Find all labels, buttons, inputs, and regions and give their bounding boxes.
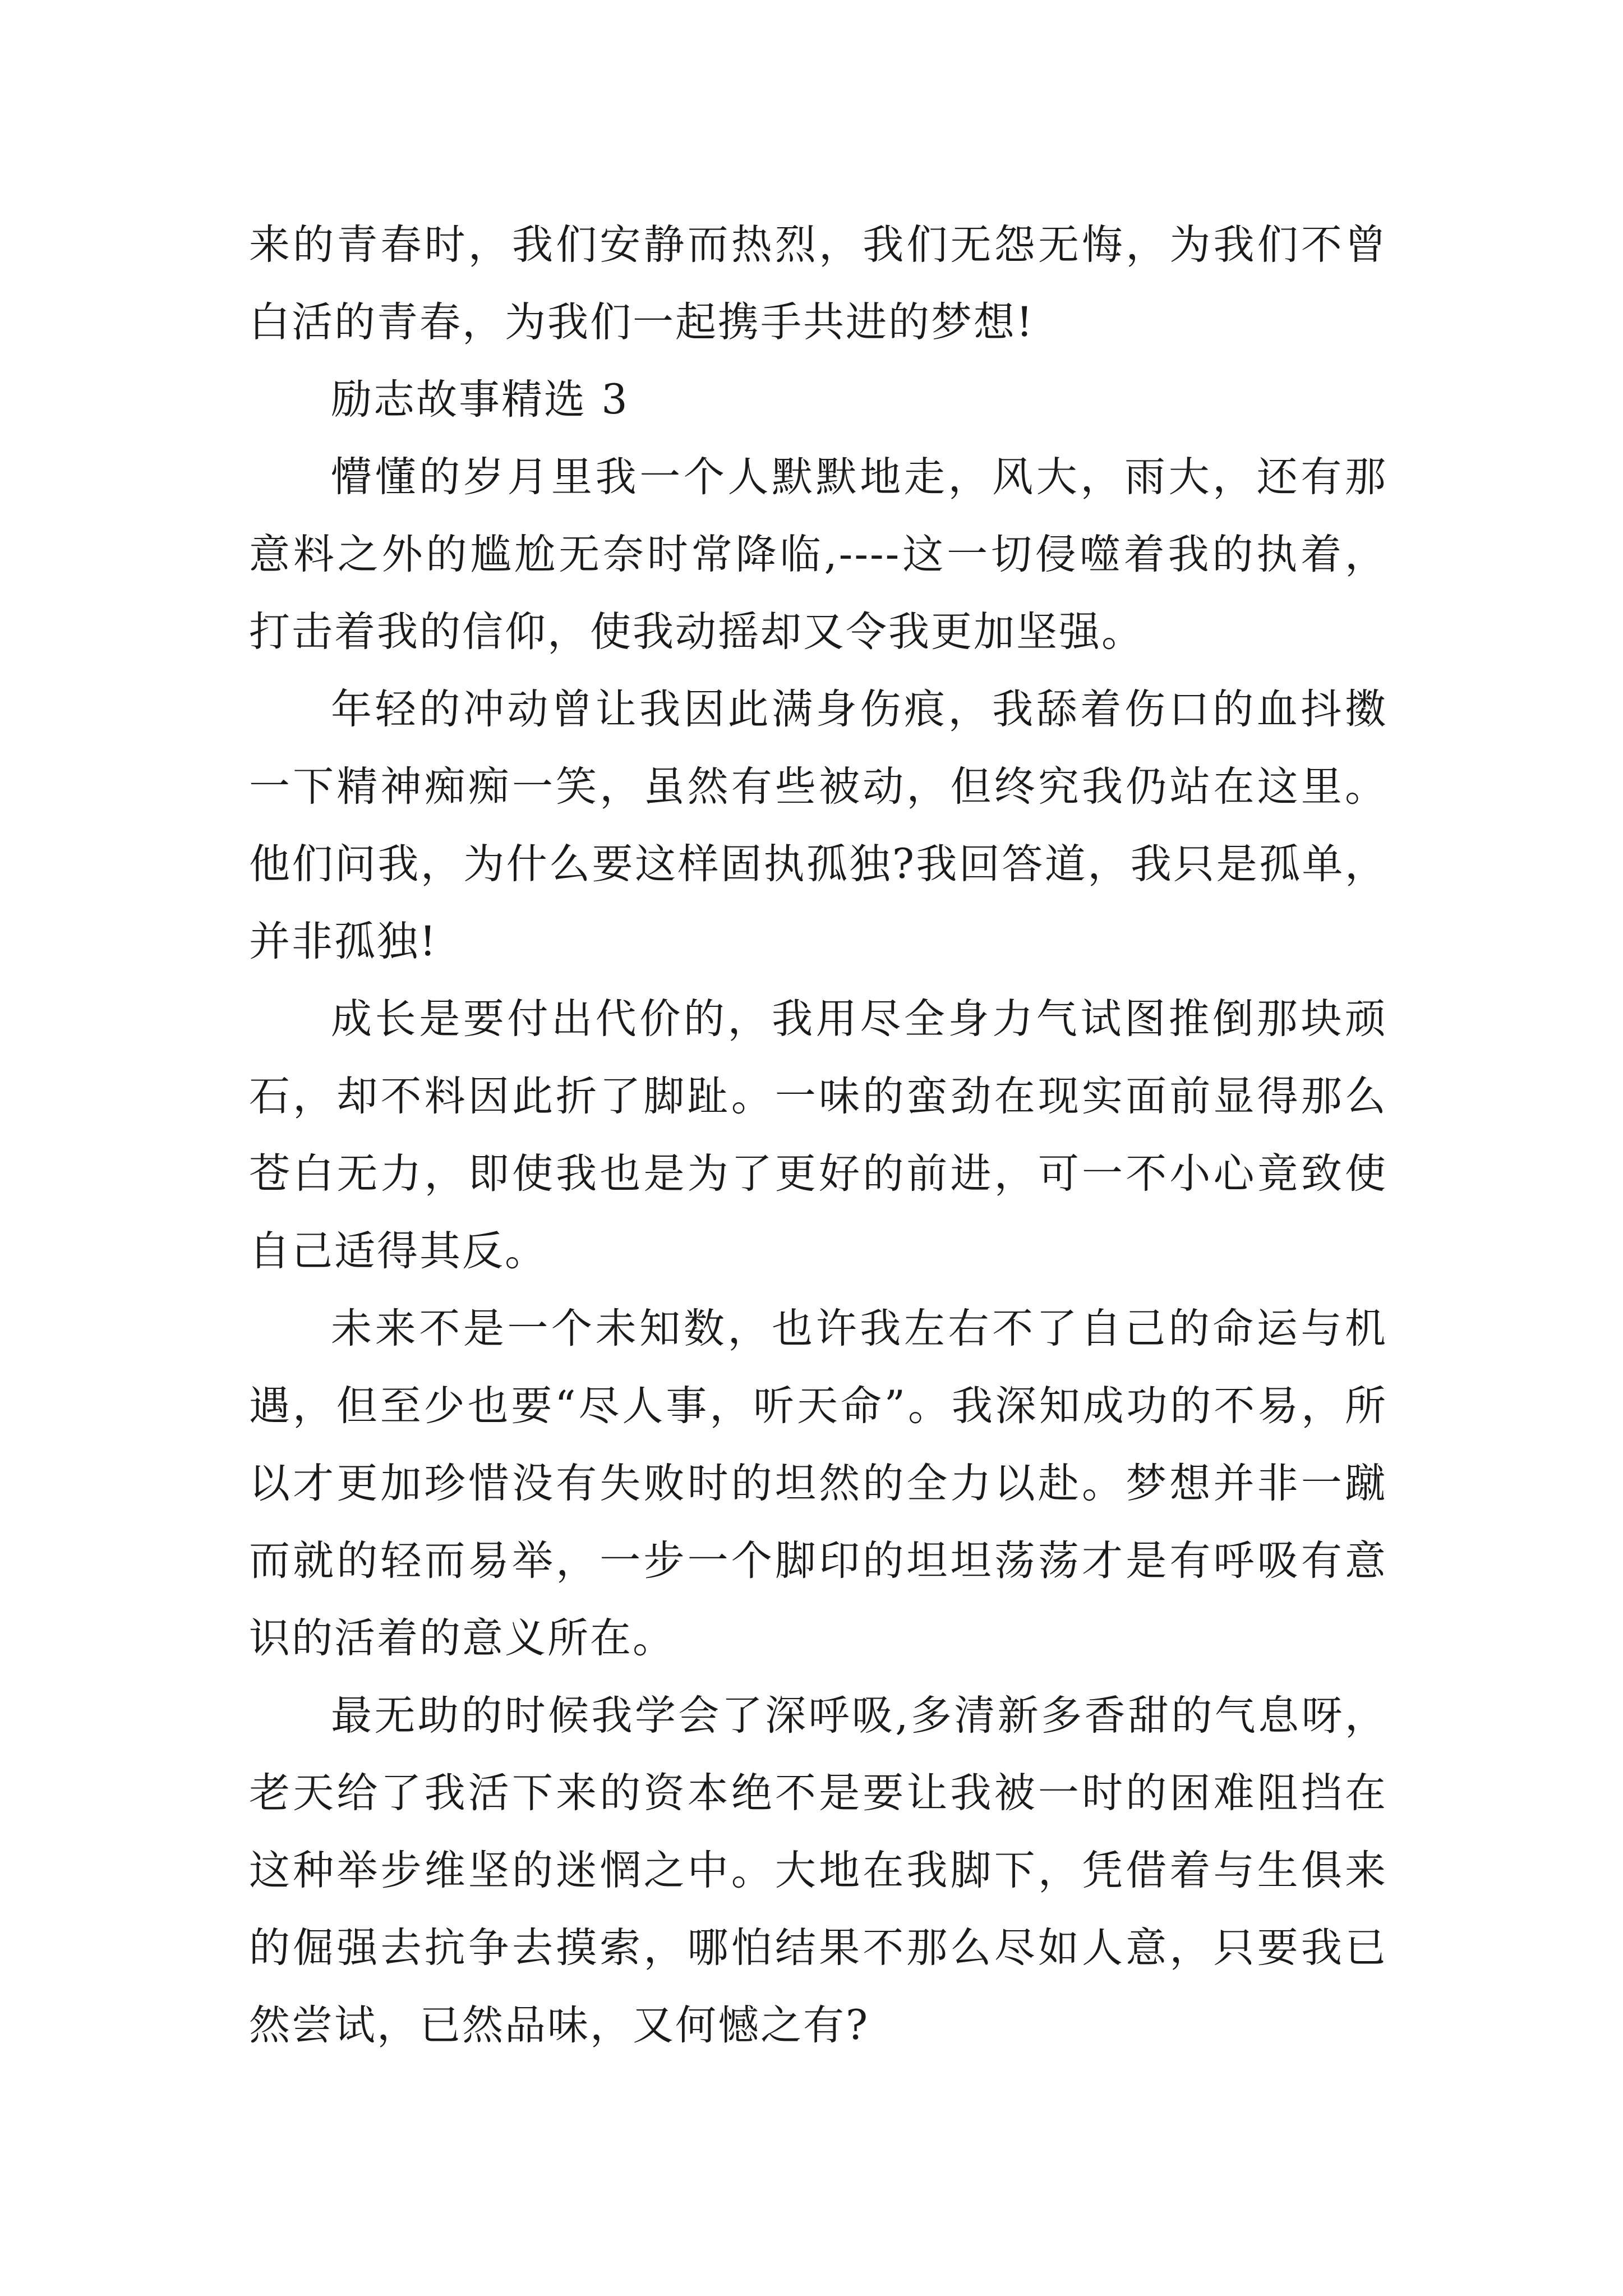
paragraph: 年轻的冲动曾让我因此满身伤痕，我舔着伤口的血抖擞一下精神痴痴一笑，虽然有些被动，但终究我仍站在这里。他们问我，为什么要这样固执孤独?我回答道，我只是孤单，并非孤独!: [249, 685, 1387, 965]
paragraph: 未来不是一个未知数，也许我左右不了自己的命运与机遇，但至少也要“尽人事，听天命”。我深知成功的不易，所以才更加珍惜没有失败时的坦然的全力以赴。梦想并非一蹴而就的轻而易举，一步一个脚印的坦坦荡荡才是有呼吸有意识的活着的意义所在。: [249, 1305, 1387, 1662]
paragraph: 最无助的时候我学会了深呼吸,多清新多香甜的气息呀，老天给了我活下来的资本绝不是要让我被一时的困难阻挡在这种举步维坚的迷惘之中。大地在我脚下，凭借着与生俱来的倔强去抗争去摸索，哪怕结果不那么尽如人意，只要我已然尝试，已然品味，又何憾之有?: [249, 1692, 1387, 2049]
paragraph: 懵懂的岁月里我一个人默默地走，风大，雨大，还有那意料之外的尴尬无奈时常降临,----这一切侵噬着我的执着，打击着我的信仰，使我动摇却又令我更加坚强。: [249, 453, 1387, 656]
paragraph: 成长是要付出代价的，我用尽全身力气试图推倒那块顽石，却不料因此折了脚趾。一味的蛮劲在现实面前显得那么苍白无力，即使我也是为了更好的前进，可一不小心竟致使自己适得其反。: [249, 995, 1387, 1275]
paragraph-continuation: 来的青春时，我们安静而热烈，我们无怨无悔，为我们不曾白活的青春，为我们一起携手共进的梦想!: [249, 221, 1387, 346]
section-heading: 励志故事精选 3: [331, 376, 629, 424]
document-body: [249, 206, 1387, 2064]
